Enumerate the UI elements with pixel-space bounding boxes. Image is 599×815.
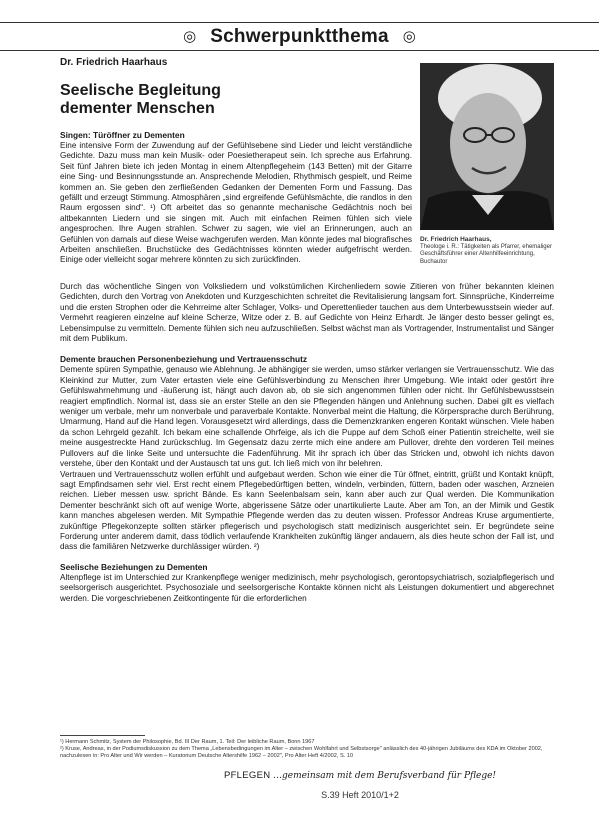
caption-name: Dr. Friedrich Haarhaus,	[420, 236, 492, 243]
article-column-main	[60, 282, 554, 604]
footnote-divider	[60, 735, 145, 736]
title-line: Seelische Begleitung	[60, 82, 221, 99]
footer-brand: PFLEGEN	[223, 770, 271, 781]
section-heading: Singen: Türöffner zu Dementen	[60, 130, 185, 140]
portrait-image	[420, 63, 554, 230]
target-symbol-icon: ◎	[402, 28, 416, 45]
paragraph: Demente spüren Sympathie, genauso wie Ablehnung. Je abhängiger sie werden, umso stärker verlangen sie Vertrauensschutz. Wie das Kleinkind zur Mutter, zum Vater ertasten viele eine Gefühlsverbindung zu Menschen ihrer Umgebung. Wie intakt oder gestört ihre Gefühlswahrnehmung und -äußerung ist, hängt auch davon ab, ob sie sich angenommen fühlen oder nicht. Ihr Gefühlsbewusstsein reagiert empfindlich. Normal ist, dass sie an erster Stelle an den sie Pflegenden hängen und Anlehnung suchen. Dabei gilt es vielfach weniger um verbale, mehr um nonverbale und paraverbale Kontakte. Nonverbal meint die Haltung, die Körpersprache durch Berührung, Umarmung, Hand auf die Hand legen. Vorausgesetzt wird allerdings, dass die Demenzkranken engeren Kontakt wünschen. Viele haben da schon Lehrgeld gezahlt. Ich bekam eine schallende Ohrfeige, als ich die Puppe auf dem Schoß einer Patientin streichelte, weil sie meine ausgestreckte Hand zurückschlug. Im Gegensatz dazu zerrte mich eine andere am Pullover, drehte den vorderen Teil meines Pullovers auf die linke Seite und untersuchte die Fadenführung. Mit ihr sprach ich über das Stricken und, obwohl ich nichts davon verstehe, über den Kontakt und der Austausch tat uns gut. Ich ließ mich von ihr belehren.	[60, 365, 554, 469]
section-heading: Demente brauchen Personenbeziehung und Vertrauensschutz	[60, 354, 308, 365]
section-header	[0, 22, 599, 51]
title-line: dementer Menschen	[60, 100, 215, 117]
author-photo	[420, 63, 554, 230]
article-column-top	[60, 130, 412, 266]
author-name: Dr. Friedrich Haarhaus	[60, 57, 168, 68]
paragraph: Durch das wöchentliche Singen von Volksliedern und volkstümlichen Kirchenliedern sowie Zitieren von früher bekannten kleinen Gedichten, durch den Vortrag von Anekdoten und Kurzgeschichten schreitet die Revitalisierung langsam fort. Sinnsprüche, Kinderreime und die ersten Strophen oder die Kehrreime alter Schlager, Volks- und Operettenlieder tauchen aus dem Unterbewusstsein wieder auf. Vermehrt reagieren einzelne auf kleine Scherze, Witze oder z. B. auf Gedichte von Heinz Erhardt. Je länger desto besser gelingt es, Lebensimpulse zu vermitteln. Demente fühlen sich neu aufzuschließen. Selbst wächst man als Vortragender, Instrumentalist und Sänger mit dem Publikum.	[60, 282, 554, 344]
footnote: ²) Kruse, Andreas, in der Podiumsdiskussion zu dem Thema „Lebensbedingungen im Alter – zwischen Wohlfahrt und Selbstsorge" anlässlich des 40-jährigen Jubiläums des KDA im Oktober 2002, nachzulesen in: Pro Alter und Wir werden – Kuratorium Deutsche Altershilfe 1962 – 2002", Pro Alter Heft 4/2002, S. 10	[60, 746, 543, 759]
caption-text: Theologe i. R.: Tätigkeiten als Pfarrer, ehemaliger Geschäftsführer einer Altenhilfeeinrichtung, Buchautor	[420, 243, 552, 265]
article-title	[60, 82, 400, 118]
paragraph: Altenpflege ist im Unterschied zur Krankenpflege weniger medizinisch, mehr psychologisch, gerontopsychiatrisch, sozialpflegerisch und seelsorgerisch ausgerichtet. Psychosoziale und seelsorgerische Kontakte können nicht als Leistungen dokumentiert und abgerechnet werden. Die vorgeschriebenen Zeitkontingente für die erforderlichen	[60, 572, 554, 603]
footnotes	[60, 739, 554, 760]
section-title: Schwerpunktthema	[210, 25, 389, 47]
footnote: ¹) Hermann Schmitz, System der Philosophie, Bd. III Der Raum, 1. Teil: Der leibliche Raum, Bonn 1967	[60, 739, 315, 745]
page-number: S.39 Heft 2010/1+2	[321, 790, 399, 800]
section-heading: Seelische Beziehungen zu Dementen	[60, 561, 208, 572]
footer-tagline: …gemeinsam mit dem Berufsverband für Pflege!	[273, 771, 497, 781]
paragraph: Vertrauen und Vertrauensschutz wollen erfühlt und aufgebaut werden. Schon wie einer die Tür öffnet, eintritt, grüßt und Kontakt knüpft, sagt Empfindsamen sehr viel. Erst recht einem Pflegebedürftigen betten, windeln, verbinden, füttern, baden oder waschen, Arzneien reichen. Lieber messen usw. spricht Bände. Es kann Seelenbalsam sein, kann aber auch zur Qual werden. Die Kommunikation Dementer beschränkt sich oft auf wenige Worte, abgerissene Sätze oder unartikulierte Laute. Aber am Ton, an der Mimik und Gestik kann manches abgelesen werden. Mit Sympathie Pflegende werden das zu deuten wissen. Professor Andreas Kruse argumentierte, zukünftige Pflegekonzepte sollten stärker pflegerisch und psychologisch statt medizinisch ausgerichtet sein. Er begründete seine Forderung unter anderem damit, dass tödlich verlaufende Krankheiten zukünftig länger andauern, als dies heute schon der Fall ist, und dass die familiären Netzwerke durchlässiger würden. ²)	[60, 469, 554, 552]
footer-slogan	[150, 770, 570, 781]
photo-caption	[420, 236, 554, 266]
target-symbol-icon: ◎	[183, 28, 197, 45]
paragraph: Eine intensive Form der Zuwendung auf der Gefühlsebene sind Lieder und leicht verständliche Gedichte. Dazu muss man kein Musik- oder Poesietherapeut sein. Ich spreche aus Erfahrung. Seit fünf Jahren biete ich jeden Montag in einem Altenpflegeheim (143 Betten) mit der Gitarre eine Sing- und Besinnungsstunde an. Ansprechende Melodien, Rhythmisch gespielt, und Reime kommen an. Sie geben den zerfließenden Gedanken der Dementen Form und Fassung. Das gefällt und erzeugt Stimmung. Atmosphären „sind ergreifende Gefühlsmächte, die randlos in den Raum ergossen sind“. ¹) Oft arbeitet das so genannte mechanische Gedächtnis noch bei altbekannten Liedern und sie singen mit. Auch mit einfachen Reimen fühlen sich viele angesprochen. Ihre Augen strahlen. Schwer zu sagen, wie viel an Erinnerungen, auch an Gefühlen von damals auf diese Weise wachgerufen werden. Man könnte jedes mal biografisches Arbeiten anschließen. Bruchstücke des Gedächtnisses könnten wieder aufgefrischt werden. Einige oder vielleicht sogar mehrere könnten zu sich zurückfinden.	[60, 141, 412, 265]
